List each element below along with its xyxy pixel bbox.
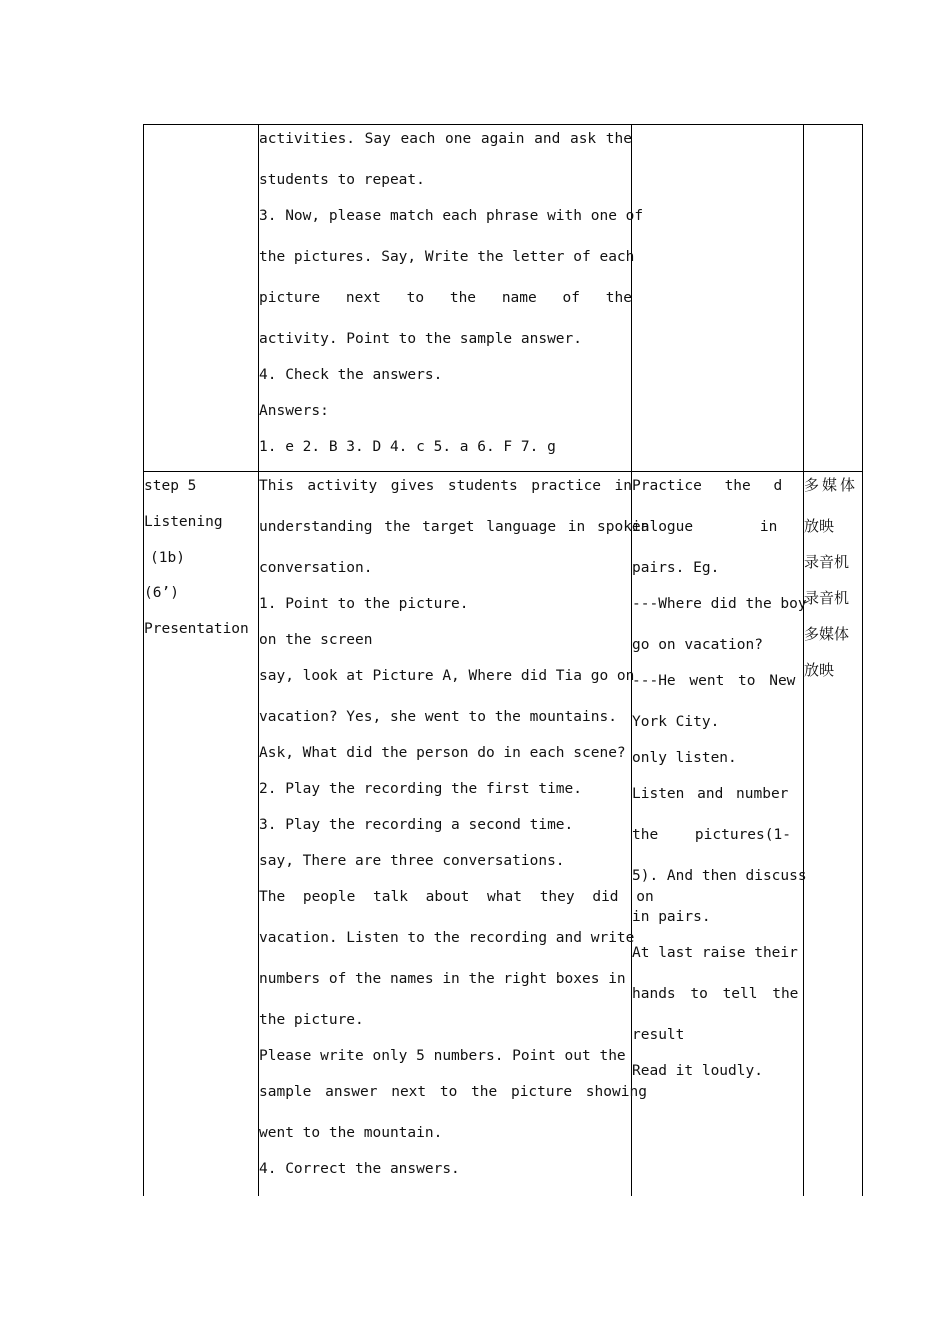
text-line: say, There are three conversations. (259, 853, 565, 869)
text-line: vacation? Yes, she went to the mountains. (259, 709, 617, 725)
text-line: understanding the target language in spoken (259, 519, 650, 535)
text-line: Practice the d (632, 478, 783, 494)
media-label: 放映 (804, 517, 835, 535)
text-line: 3. Play the recording a second time. (259, 817, 574, 833)
row-divider (143, 471, 863, 472)
text-line: Answers: (259, 403, 329, 419)
text-line: ---He went to New (632, 673, 796, 689)
text-line: vacation. Listen to the recording and write (259, 930, 635, 946)
text-line: 1. Point to the picture. (259, 596, 469, 612)
media-label: 放映 (804, 661, 835, 679)
step-label: Presentation (144, 621, 249, 637)
text-line: only listen. (632, 750, 737, 766)
step-label: Listening (144, 514, 223, 530)
text-line: 5). And then discuss (632, 868, 807, 884)
text-line: activity. Point to the sample answer. (259, 331, 583, 347)
text-line: in pairs. (632, 909, 711, 925)
text-line: 2. Play the recording the first time. (259, 781, 583, 797)
text-line: This activity gives students practice in (259, 478, 632, 494)
media-label: 录音机 (804, 553, 850, 571)
text-line: ialogue in (632, 519, 778, 535)
text-line: result (632, 1027, 685, 1043)
text-line: numbers of the names in the right boxes in (259, 971, 626, 987)
text-line: go on vacation? (632, 637, 763, 653)
col-border-left (143, 124, 144, 1196)
col-divider-3 (803, 124, 804, 1196)
text-line: sample answer next to the picture showing (259, 1084, 647, 1100)
text-line: ---Where did the boy (632, 596, 807, 612)
text-line: 3. Now, please match each phrase with one of (259, 208, 644, 224)
text-line: 4. Correct the answers. (259, 1161, 460, 1177)
text-line: hands to tell the (632, 986, 799, 1002)
text-line: say, look at Picture A, Where did Tia go on (259, 668, 635, 684)
text-line: went to the mountain. (259, 1125, 443, 1141)
lesson-plan-table (143, 124, 863, 1196)
text-line: The people talk about what they did on (259, 889, 654, 905)
text-line: the pictures. Say, Write the letter of each (259, 249, 635, 265)
text-line: the pictures(1- (632, 827, 791, 843)
step-label: (1b) (150, 550, 185, 566)
text-line: York City. (632, 714, 720, 730)
col-border-right (862, 124, 863, 1196)
text-line: students to repeat. (259, 172, 425, 188)
step-label: (6’) (144, 585, 179, 601)
col-divider-1 (258, 124, 259, 1196)
media-label: 录音机 (804, 589, 850, 607)
step-label: step 5 (144, 478, 197, 494)
text-line: picture next to the name of the (259, 290, 632, 306)
table-top-border (143, 124, 863, 125)
text-line: the picture. (259, 1012, 364, 1028)
text-line: pairs. Eg. (632, 560, 720, 576)
text-line: Ask, What did the person do in each scene? (259, 745, 626, 761)
text-line: on the screen (259, 632, 373, 648)
media-label: 多媒体 (804, 625, 850, 643)
text-line: Please write only 5 numbers. Point out the (259, 1048, 626, 1064)
media-label: 多媒体 (804, 476, 859, 494)
text-line: At last raise their (632, 945, 798, 961)
text-line: Read it loudly. (632, 1063, 763, 1079)
text-line: conversation. (259, 560, 373, 576)
text-line: Listen and number (632, 786, 789, 802)
text-line: 4. Check the answers. (259, 367, 443, 383)
text-line: activities. Say each one again and ask the (259, 131, 632, 147)
text-line: 1. e 2. B 3. D 4. c 5. a 6. F 7. g (259, 439, 556, 455)
